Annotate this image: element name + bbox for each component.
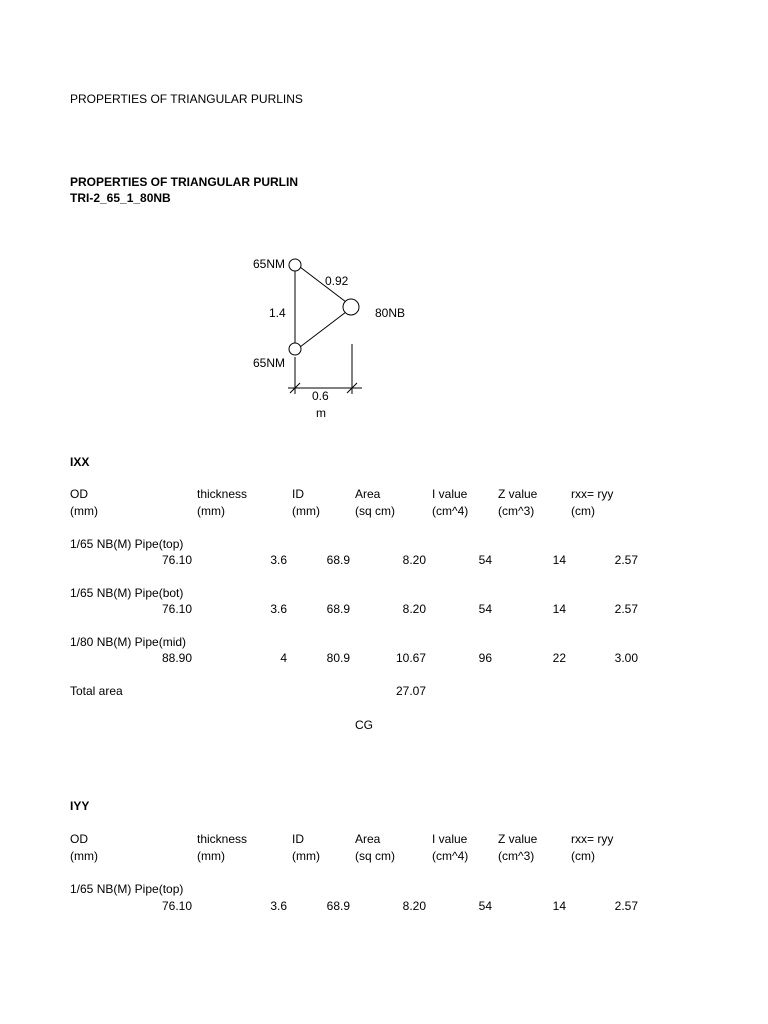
header-i-value-unit: (cm^4): [432, 504, 469, 518]
header-od-unit: (mm): [70, 504, 98, 518]
cell-od: 76.10: [161, 899, 192, 913]
section-heading: PROPERTIES OF TRIANGULAR PURLIN: [70, 175, 299, 189]
header-rxx: rxx= ryy: [571, 832, 614, 846]
header-area-unit: (sq cm): [355, 504, 395, 518]
header-area: Area: [355, 487, 381, 501]
cell-thickness: 3.6: [270, 553, 287, 567]
header-area: Area: [355, 832, 381, 846]
cell-area: 10.67: [395, 651, 426, 665]
cell-z-value: 14: [552, 553, 566, 567]
cell-od: 76.10: [161, 553, 192, 567]
row-label: 1/65 NB(M) Pipe(top): [70, 537, 184, 551]
iyy-heading: IYY: [70, 799, 90, 813]
row-label: 1/65 NB(M) Pipe(bot): [70, 586, 184, 600]
diagram-width-unit: m: [316, 406, 326, 420]
cell-id: 80.9: [326, 651, 350, 665]
header-thickness-unit: (mm): [197, 504, 225, 518]
diagram-diagonal-dimension: 0.92: [325, 274, 349, 288]
cell-od: 76.10: [161, 602, 192, 616]
header-z-value: Z value: [498, 487, 538, 501]
header-id: ID: [292, 487, 304, 501]
header-od: OD: [70, 832, 88, 846]
cell-thickness: 4: [280, 651, 287, 665]
header-id: ID: [292, 832, 304, 846]
cell-i-value: 54: [478, 553, 492, 567]
header-thickness: thickness: [197, 487, 248, 501]
cell-id: 68.9: [326, 553, 350, 567]
lower-diagonal-member: [300, 312, 346, 347]
diagram-top-label: 65NM: [253, 257, 286, 271]
header-id-unit: (mm): [292, 504, 320, 518]
row-label: 1/80 NB(M) Pipe(mid): [70, 635, 187, 649]
cg-label: CG: [355, 718, 373, 732]
header-i-value: I value: [432, 832, 468, 846]
mid-pipe-node: [343, 299, 359, 315]
header-i-value: I value: [432, 487, 468, 501]
cell-thickness: 3.6: [270, 899, 287, 913]
cell-z-value: 22: [552, 651, 566, 665]
header-z-value-unit: (cm^3): [498, 504, 535, 518]
header-thickness-unit: (mm): [197, 849, 225, 863]
header-rxx-unit: (cm): [571, 849, 595, 863]
header-rxx-unit: (cm): [571, 504, 595, 518]
header-thickness: thickness: [197, 832, 248, 846]
section-code: TRI-2_65_1_80NB: [70, 191, 171, 205]
total-area-value: 27.07: [395, 684, 426, 698]
cell-i-value: 96: [478, 651, 492, 665]
header-od: OD: [70, 487, 88, 501]
header-area-unit: (sq cm): [355, 849, 395, 863]
diagram-width-dimension: 0.6: [312, 389, 329, 403]
cell-area: 8.20: [402, 553, 426, 567]
header-rxx: rxx= ryy: [571, 487, 614, 501]
header-i-value-unit: (cm^4): [432, 849, 469, 863]
diagram-right-label: 80NB: [375, 306, 406, 320]
header-od-unit: (mm): [70, 849, 98, 863]
cell-rxx: 2.57: [614, 553, 638, 567]
cell-i-value: 54: [478, 602, 492, 616]
cell-id: 68.9: [326, 602, 350, 616]
cell-rxx: 3.00: [614, 651, 638, 665]
cell-od: 88.90: [161, 651, 192, 665]
cell-area: 8.20: [402, 602, 426, 616]
cell-rxx: 2.57: [614, 602, 638, 616]
cell-z-value: 14: [552, 602, 566, 616]
bottom-pipe-node: [289, 343, 301, 355]
total-area-label: Total area: [70, 684, 123, 698]
cell-z-value: 14: [552, 899, 566, 913]
header-z-value-unit: (cm^3): [498, 849, 535, 863]
header-id-unit: (mm): [292, 849, 320, 863]
document-title: PROPERTIES OF TRIANGULAR PURLINS: [70, 92, 303, 106]
ixx-heading: IXX: [70, 455, 90, 469]
cell-thickness: 3.6: [270, 602, 287, 616]
cell-i-value: 54: [478, 899, 492, 913]
cell-rxx: 2.57: [614, 899, 638, 913]
top-pipe-node: [289, 259, 301, 271]
header-z-value: Z value: [498, 832, 538, 846]
cell-id: 68.9: [326, 899, 350, 913]
cell-area: 8.20: [402, 899, 426, 913]
diagram-height-dimension: 1.4: [269, 306, 286, 320]
row-label: 1/65 NB(M) Pipe(top): [70, 882, 184, 896]
diagram-bottom-label: 65NM: [253, 356, 286, 370]
